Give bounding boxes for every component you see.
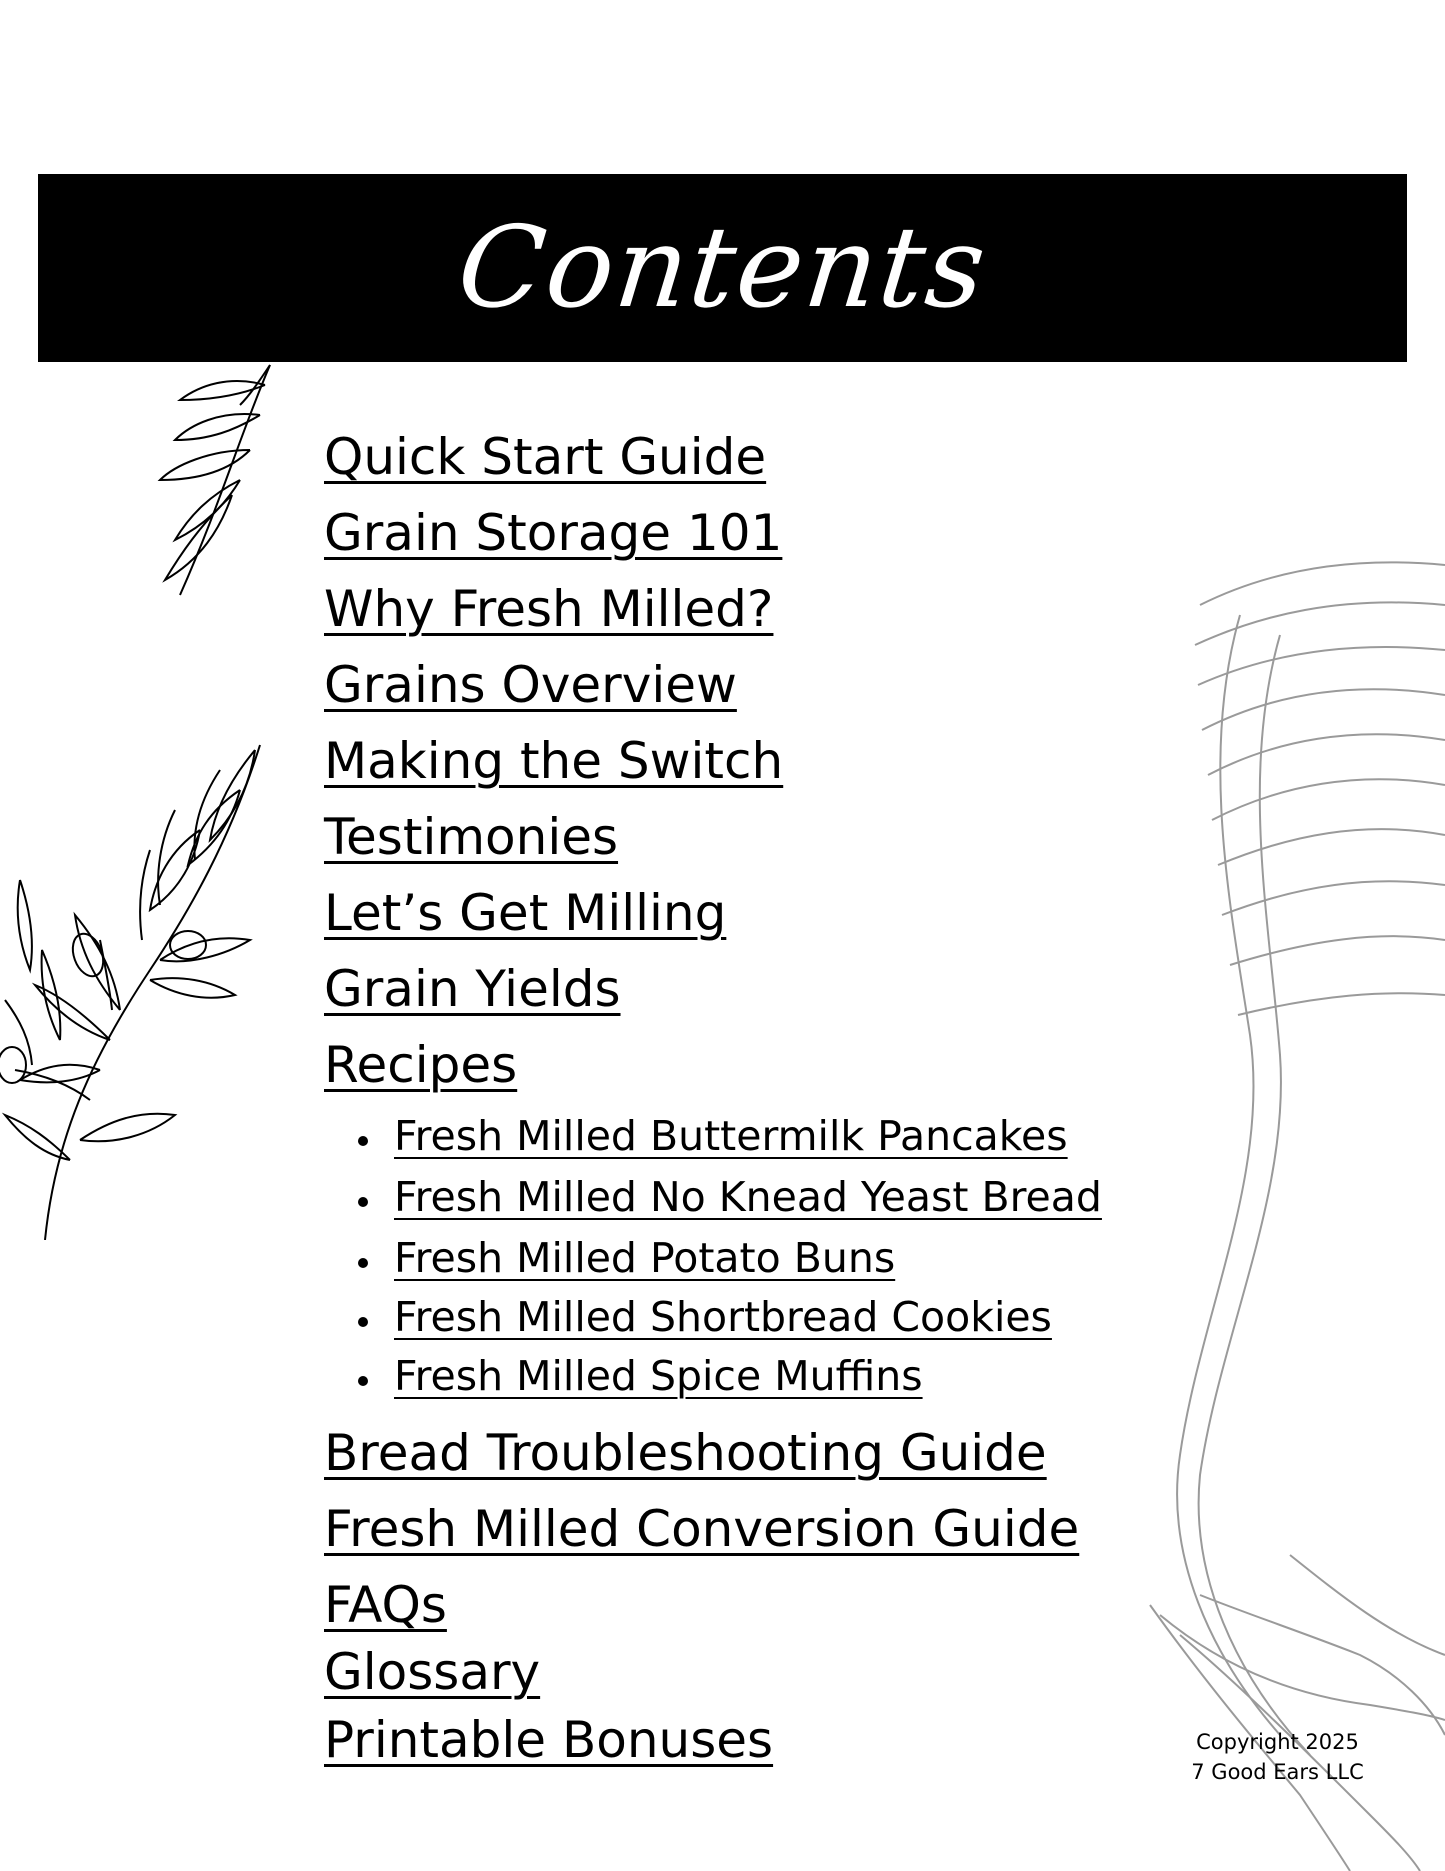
toc-link-testimonies[interactable]: Testimonies bbox=[324, 808, 619, 866]
list-bullet bbox=[358, 1258, 368, 1268]
copyright-year: Copyright 2025 bbox=[1196, 1730, 1359, 1754]
toc-link-why-fresh-milled[interactable]: Why Fresh Milled? bbox=[324, 580, 774, 638]
copyright-owner: 7 Good Ears LLC bbox=[1191, 1760, 1364, 1784]
toc-link-potato-buns[interactable]: Fresh Milled Potato Buns bbox=[394, 1234, 896, 1282]
toc-link-shortbread-cookies[interactable]: Fresh Milled Shortbread Cookies bbox=[394, 1293, 1052, 1341]
toc-link-grains-overview[interactable]: Grains Overview bbox=[324, 656, 737, 714]
toc-link-printable-bonuses[interactable]: Printable Bonuses bbox=[324, 1711, 774, 1769]
olive-branch-illustration bbox=[0, 740, 270, 1240]
olive-branch-top-illustration bbox=[120, 355, 280, 605]
toc-link-quick-start-guide[interactable]: Quick Start Guide bbox=[324, 428, 767, 486]
toc-link-recipes[interactable]: Recipes bbox=[324, 1036, 518, 1094]
list-bullet bbox=[358, 1136, 368, 1146]
toc-link-spice-muffins[interactable]: Fresh Milled Spice Muffins bbox=[394, 1352, 923, 1400]
page-title: Contents bbox=[452, 203, 993, 333]
toc-link-grain-storage-101[interactable]: Grain Storage 101 bbox=[324, 504, 783, 562]
copyright-notice bbox=[1170, 1727, 1385, 1787]
list-bullet bbox=[358, 1197, 368, 1207]
title-banner bbox=[38, 174, 1407, 362]
list-bullet bbox=[358, 1317, 368, 1327]
toc-link-making-the-switch[interactable]: Making the Switch bbox=[324, 732, 784, 790]
toc-link-bread-troubleshooting-guide[interactable]: Bread Troubleshooting Guide bbox=[324, 1424, 1047, 1482]
toc-link-lets-get-milling[interactable]: Let’s Get Milling bbox=[324, 884, 727, 942]
toc-link-glossary[interactable]: Glossary bbox=[324, 1643, 541, 1701]
toc-link-buttermilk-pancakes[interactable]: Fresh Milled Buttermilk Pancakes bbox=[394, 1112, 1068, 1160]
toc-link-faqs[interactable]: FAQs bbox=[324, 1576, 447, 1634]
flowing-lines-illustration bbox=[1140, 555, 1445, 1871]
toc-link-grain-yields[interactable]: Grain Yields bbox=[324, 960, 621, 1018]
list-bullet bbox=[358, 1376, 368, 1386]
toc-link-no-knead-yeast-bread[interactable]: Fresh Milled No Knead Yeast Bread bbox=[394, 1173, 1102, 1221]
toc-link-conversion-guide[interactable]: Fresh Milled Conversion Guide bbox=[324, 1500, 1080, 1558]
